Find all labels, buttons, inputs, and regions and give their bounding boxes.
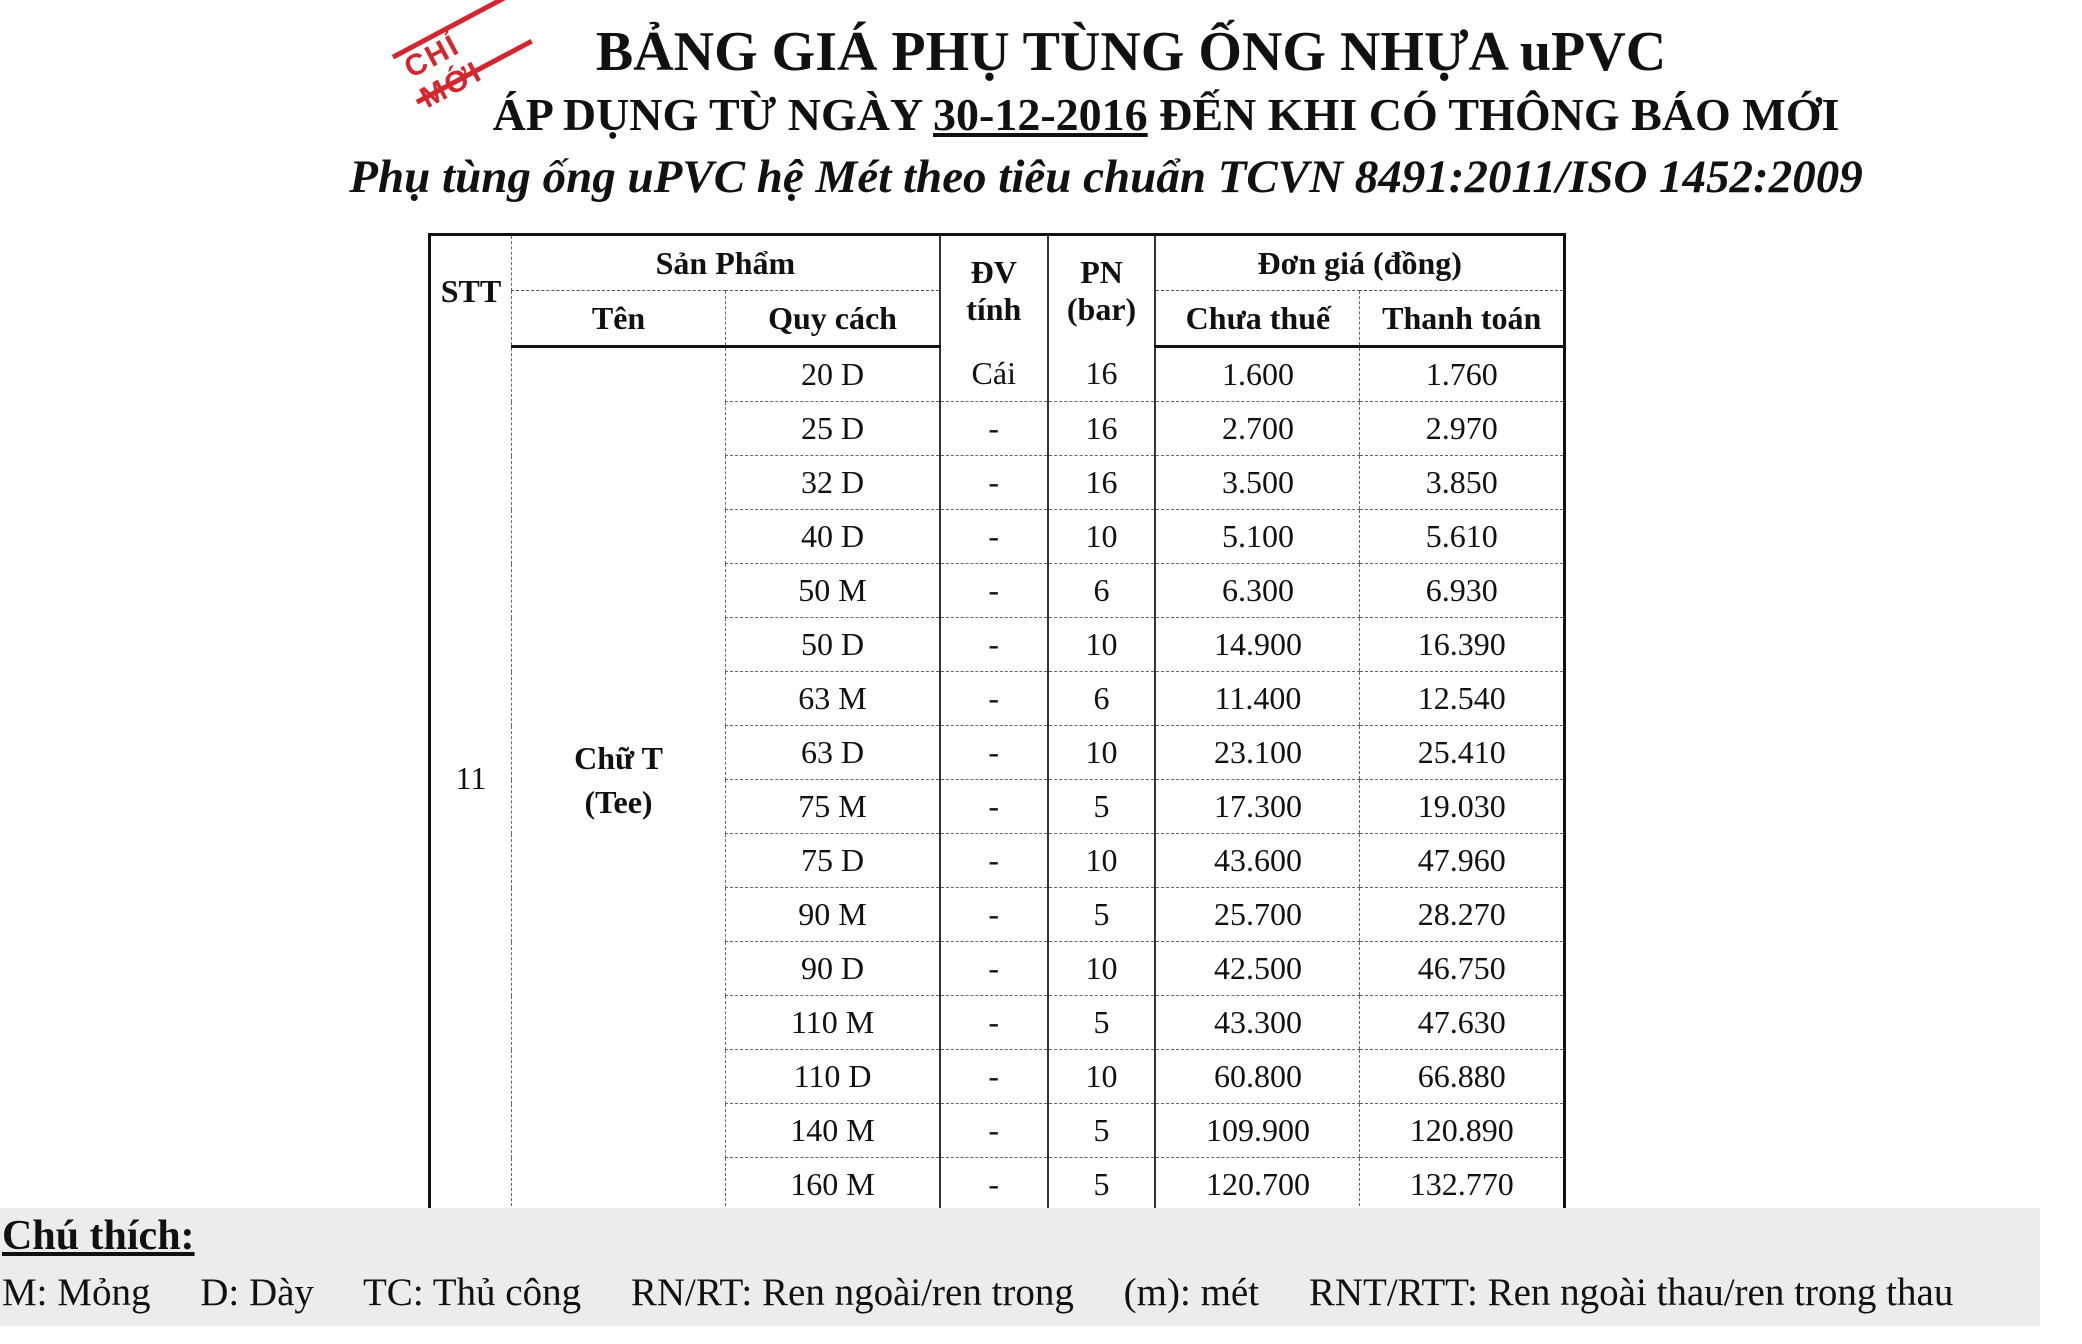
cell-pn: 5 xyxy=(1048,1104,1156,1158)
legend-item: RNT/RTT: Ren ngoài thau/ren trong thau xyxy=(1308,1271,1954,1314)
header-pn-line2: (bar) xyxy=(1066,291,1137,328)
cell-total: 3.850 xyxy=(1360,456,1565,510)
cell-spec: 20 D xyxy=(726,347,940,402)
cell-total: 28.270 xyxy=(1360,888,1565,942)
table-row xyxy=(430,347,1565,402)
cell-spec: 90 M xyxy=(726,888,940,942)
legend-item: (m): mét xyxy=(1123,1271,1260,1314)
cell-unit: - xyxy=(940,1158,1048,1213)
cell-total: 5.610 xyxy=(1360,510,1565,564)
header-dv-line2: tính xyxy=(966,291,1022,328)
legend-item: TC: Thủ công xyxy=(362,1271,582,1314)
cell-spec: 50 D xyxy=(726,618,940,672)
cell-total: 19.030 xyxy=(1360,780,1565,834)
cell-unit: - xyxy=(940,726,1048,780)
product-name-line1: Chữ T xyxy=(574,739,663,776)
cell-pre-tax: 6.300 xyxy=(1155,564,1360,618)
cell-pre-tax: 109.900 xyxy=(1155,1104,1360,1158)
cell-pn: 6 xyxy=(1048,672,1156,726)
header-dv-line1: ĐV xyxy=(970,254,1017,291)
cell-pn: 16 xyxy=(1048,402,1156,456)
cell-unit: - xyxy=(940,402,1048,456)
cell-pre-tax: 2.700 xyxy=(1155,402,1360,456)
header-pn xyxy=(1048,235,1156,347)
applies-prefix: ÁP DỤNG TỪ NGÀY xyxy=(492,89,922,140)
cell-spec: 63 D xyxy=(726,726,940,780)
applies-suffix: ĐẾN KHI CÓ THÔNG BÁO MỚI xyxy=(1159,89,1840,140)
cell-total: 46.750 xyxy=(1360,942,1565,996)
cell-pn: 10 xyxy=(1048,1050,1156,1104)
cell-spec: 75 D xyxy=(726,834,940,888)
cell-spec: 110 M xyxy=(726,996,940,1050)
cell-product-name xyxy=(511,347,725,1213)
product-name-line2: (Tee) xyxy=(584,783,653,820)
cell-unit: - xyxy=(940,564,1048,618)
cell-pre-tax: 17.300 xyxy=(1155,780,1360,834)
cell-pre-tax: 1.600 xyxy=(1155,347,1360,402)
cell-pn: 10 xyxy=(1048,618,1156,672)
cell-spec: 75 M xyxy=(726,780,940,834)
cell-spec: 160 M xyxy=(726,1158,940,1213)
price-table-body xyxy=(430,347,1565,1213)
cell-unit: - xyxy=(940,996,1048,1050)
cell-unit: - xyxy=(940,780,1048,834)
header-san-pham: Sản Phẩm xyxy=(511,235,940,291)
applies-line xyxy=(0,88,2082,141)
header-chua-thue: Chưa thuế xyxy=(1155,291,1360,347)
cell-pre-tax: 11.400 xyxy=(1155,672,1360,726)
header-don-gia: Đơn giá (đồng) xyxy=(1155,235,1564,291)
cell-pre-tax: 14.900 xyxy=(1155,618,1360,672)
legend-title: Chú thích: xyxy=(2,1213,195,1259)
cell-pn: 5 xyxy=(1048,1158,1156,1213)
cell-unit: - xyxy=(940,942,1048,996)
cell-unit: - xyxy=(940,1104,1048,1158)
header-ten: Tên xyxy=(511,291,725,347)
header-thanh-toan: Thanh toán xyxy=(1360,291,1565,347)
document-subtitle: Phụ tùng ống uPVC hệ Mét theo tiêu chuẩn TCVN 8491:2011/ISO 1452:2009 xyxy=(349,151,1863,203)
cell-unit: - xyxy=(940,618,1048,672)
cell-spec: 63 M xyxy=(726,672,940,726)
cell-unit: - xyxy=(940,672,1048,726)
stamp-text: CHỈ MỚI xyxy=(398,28,488,115)
cell-unit: Cái xyxy=(940,347,1048,402)
header-stt: STT xyxy=(430,235,512,347)
legend xyxy=(0,1208,2040,1326)
cell-unit: - xyxy=(940,1050,1048,1104)
cell-pre-tax: 60.800 xyxy=(1155,1050,1360,1104)
price-table xyxy=(428,233,1566,1214)
cell-unit: - xyxy=(940,834,1048,888)
cell-pn: 6 xyxy=(1048,564,1156,618)
cell-pre-tax: 25.700 xyxy=(1155,888,1360,942)
cell-total: 1.760 xyxy=(1360,347,1565,402)
cell-spec: 25 D xyxy=(726,402,940,456)
cell-pn: 10 xyxy=(1048,510,1156,564)
cell-total: 6.930 xyxy=(1360,564,1565,618)
cell-pn: 10 xyxy=(1048,942,1156,996)
cell-pre-tax: 5.100 xyxy=(1155,510,1360,564)
cell-pn: 5 xyxy=(1048,780,1156,834)
cell-unit: - xyxy=(940,456,1048,510)
cell-total: 66.880 xyxy=(1360,1050,1565,1104)
header-pn-line1: PN xyxy=(1080,254,1123,291)
cell-pre-tax: 42.500 xyxy=(1155,942,1360,996)
legend-item: M: Mỏng xyxy=(2,1271,151,1314)
cell-pn: 16 xyxy=(1048,456,1156,510)
document-title: BẢNG GIÁ PHỤ TÙNG ỐNG NHỰA uPVC xyxy=(595,21,1667,83)
applies-date: 30-12-2016 xyxy=(933,89,1148,140)
cell-spec: 32 D xyxy=(726,456,940,510)
cell-pre-tax: 120.700 xyxy=(1155,1158,1360,1213)
cell-spec: 50 M xyxy=(726,564,940,618)
legend-item: RN/RT: Ren ngoài/ren trong xyxy=(630,1271,1074,1314)
cell-total: 16.390 xyxy=(1360,618,1565,672)
cell-unit: - xyxy=(940,888,1048,942)
header-quy-cach: Quy cách xyxy=(726,291,940,347)
cell-spec: 90 D xyxy=(726,942,940,996)
cell-pre-tax: 43.600 xyxy=(1155,834,1360,888)
cell-pn: 10 xyxy=(1048,834,1156,888)
cell-total: 47.630 xyxy=(1360,996,1565,1050)
cell-pn: 10 xyxy=(1048,726,1156,780)
header-dv-tinh xyxy=(940,235,1048,347)
cell-spec: 110 D xyxy=(726,1050,940,1104)
cell-stt: 11 xyxy=(430,347,512,1213)
cell-total: 2.970 xyxy=(1360,402,1565,456)
cell-total: 25.410 xyxy=(1360,726,1565,780)
cell-pn: 5 xyxy=(1048,996,1156,1050)
cell-spec: 40 D xyxy=(726,510,940,564)
cell-spec: 140 M xyxy=(726,1104,940,1158)
cell-total: 120.890 xyxy=(1360,1104,1565,1158)
legend-items xyxy=(2,1270,1993,1315)
cell-pn: 16 xyxy=(1048,347,1156,402)
cell-pn: 5 xyxy=(1048,888,1156,942)
cell-pre-tax: 3.500 xyxy=(1155,456,1360,510)
cell-unit: - xyxy=(940,510,1048,564)
cell-pre-tax: 23.100 xyxy=(1155,726,1360,780)
legend-item: D: Dày xyxy=(200,1271,314,1314)
cell-total: 12.540 xyxy=(1360,672,1565,726)
cell-total: 132.770 xyxy=(1360,1158,1565,1213)
cell-total: 47.960 xyxy=(1360,834,1565,888)
cell-pre-tax: 43.300 xyxy=(1155,996,1360,1050)
